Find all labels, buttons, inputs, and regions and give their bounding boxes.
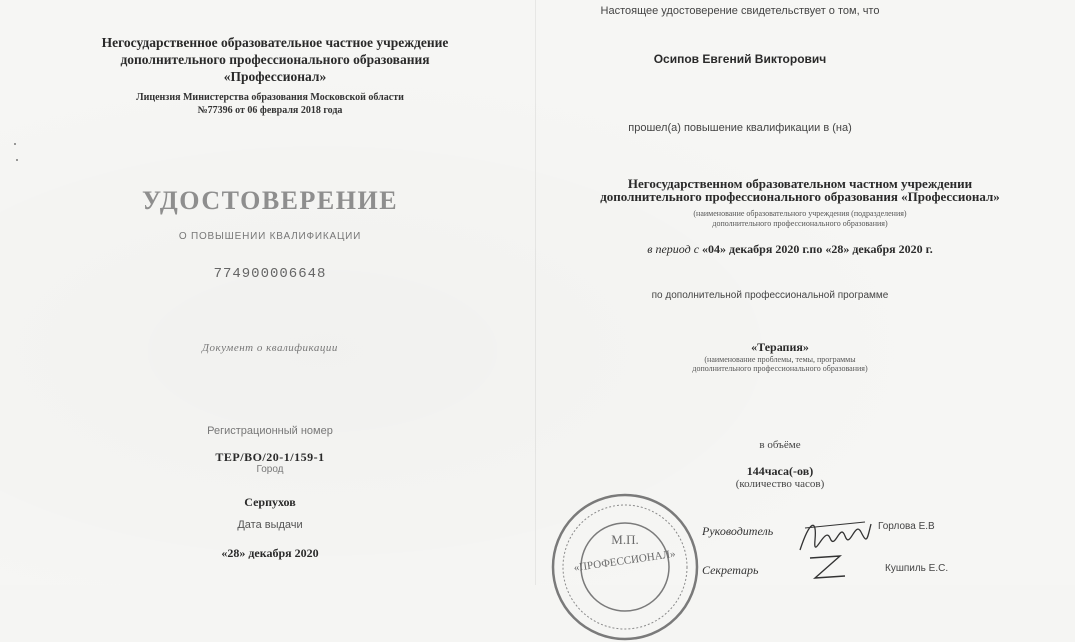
note-line: дополнительного профессионального образования) <box>692 364 868 373</box>
issue-date: «28» декабря 2020 <box>221 546 319 560</box>
note-line: (наименование образовательного учреждения (подразделения) <box>693 209 907 218</box>
secretary-signature <box>800 550 860 585</box>
issue-date-label: Дата выдачи <box>237 519 303 531</box>
stamp-mp-text: М.П. <box>611 532 639 547</box>
institution-line: Негосударственном образовательном частном учреждении <box>627 176 973 191</box>
period-prefix: в период с <box>647 242 700 256</box>
hours-note: (количество часов) <box>735 478 825 490</box>
period-dates: «04» декабря 2020 г.по «28» декабря 2020 г. <box>702 242 933 256</box>
institution-name <box>540 177 1060 203</box>
license-info <box>80 91 460 117</box>
study-period <box>560 242 1020 257</box>
organization-line: дополнительного профессионального образования <box>120 52 430 67</box>
seal-stamp <box>550 492 700 642</box>
license-line: №77396 от 06 февраля 2018 года <box>197 105 343 116</box>
document-subtitle: О ПОВЫШЕНИИ КВАЛИФИКАЦИИ <box>178 231 362 242</box>
serial-number: 774900006648 <box>213 266 327 282</box>
stamp-name-text: «ПРОФЕССИОНАЛ» <box>572 547 677 575</box>
program-label: по дополнительной профессиональной программе <box>651 290 889 301</box>
note-line: дополнительного профессионального образования) <box>712 219 888 228</box>
certifies-text: Настоящее удостоверение свидетельствует о том, что <box>600 5 880 17</box>
city-value: Серпухов <box>244 495 296 509</box>
registration-label: Регистрационный номер <box>207 425 333 437</box>
scan-mark <box>12 140 20 170</box>
secretary-name: Кушпиль Е.С. <box>885 563 949 574</box>
institution-line: дополнительного профессионального образования «Профессионал» <box>600 189 1000 204</box>
holder-name: Осипов Евгений Викторович <box>653 52 827 66</box>
volume-label: в объёме <box>759 439 801 451</box>
organization-line: Негосударственное образовательное частное учреждение <box>101 35 449 50</box>
institution-note <box>560 209 1040 229</box>
license-line: Лицензия Министерства образования Московской области <box>136 92 404 103</box>
program-note <box>560 355 1000 373</box>
head-name: Горлова Е.В <box>878 521 935 532</box>
note-line: (наименование проблемы, темы, программы <box>704 355 856 364</box>
secretary-role: Секретарь <box>702 563 759 577</box>
organization-line: «Профессионал» <box>223 69 327 84</box>
organization-name <box>40 34 510 85</box>
head-role: Руководитель <box>702 524 774 538</box>
passed-text: прошел(а) повышение квалификации в (на) <box>628 122 852 134</box>
city-label: Город <box>256 464 284 475</box>
hours-value: 144часа(-ов) <box>746 464 814 478</box>
document-type: Документ о квалификации <box>202 342 338 354</box>
document-title: УДОСТОВЕРЕНИЕ <box>141 186 399 215</box>
program-name: «Терапия» <box>751 340 809 354</box>
page-fold <box>535 0 536 585</box>
registration-number: ТЕР/ВО/20-1/159-1 <box>215 450 325 464</box>
